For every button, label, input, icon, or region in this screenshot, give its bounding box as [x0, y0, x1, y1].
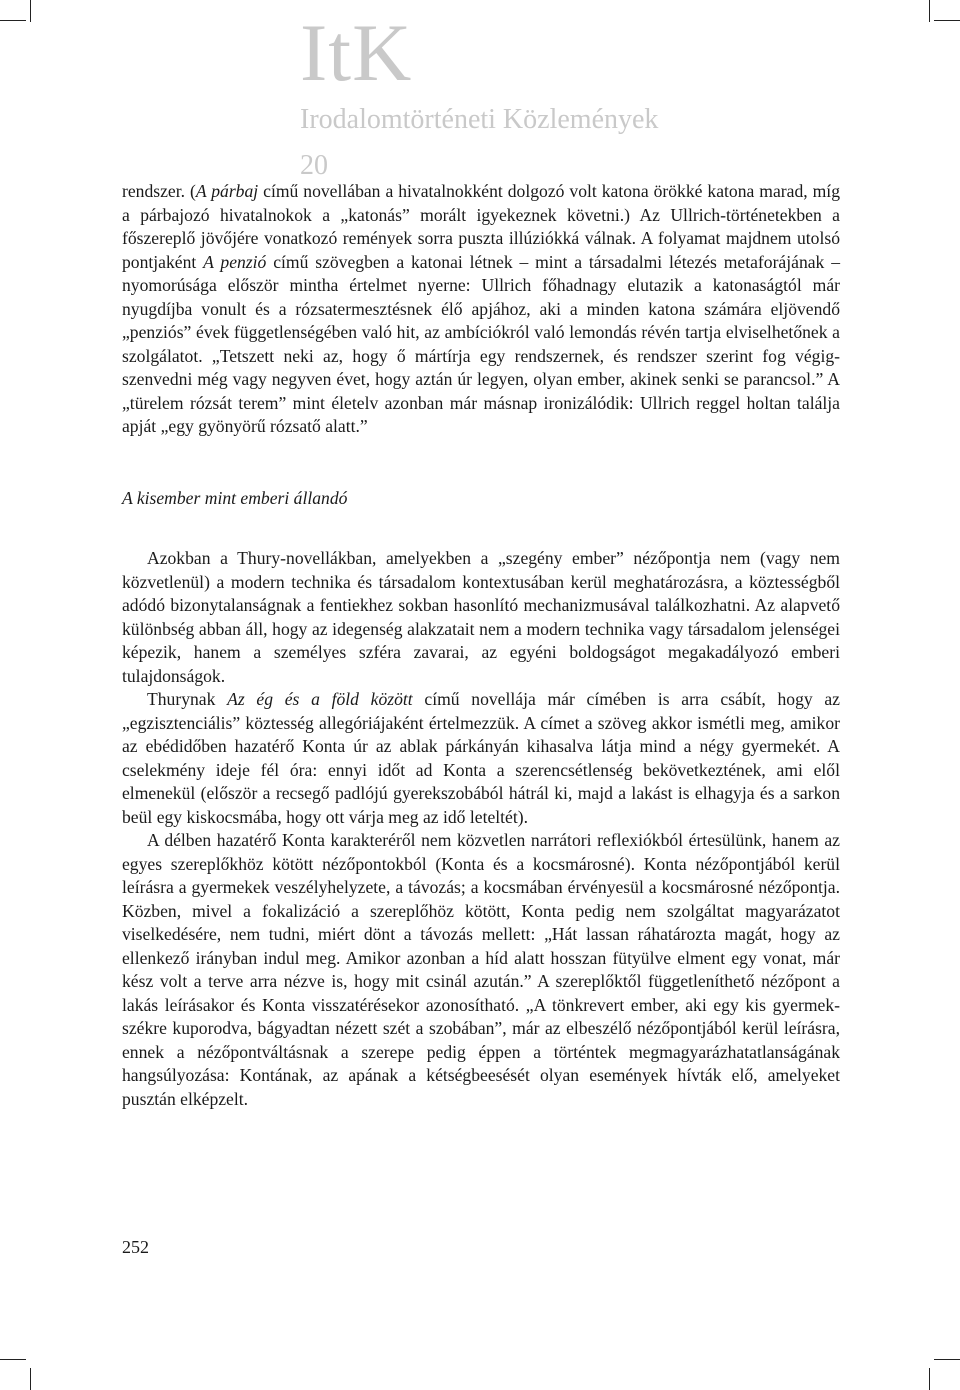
journal-masthead [300, 7, 659, 181]
journal-title: Irodalomtörténeti Közlemények [300, 104, 659, 135]
section-heading: A kisember mint emberi állandó [122, 487, 348, 508]
page-number: 252 [122, 1237, 149, 1257]
volume-number: 20 [300, 150, 328, 181]
crop-mark [934, 20, 960, 21]
crop-mark [0, 1359, 26, 1360]
journal-logo: ItK [300, 7, 413, 98]
paragraph: A délben hazatérő Konta karakteréről nem közvetlen narrátori reflexiókból értesülünk, hanem az egyes szereplőkhöz kötött nézőpontokból (Konta és a kocsmárosné). Konta nézőpontjából kerül leírásra a gyermekek veszélyhelyzete, a távozás; a kocsmában érvényesül a kocsmárosné nézőpontja. Közben, mivel a fokalizáció a szereplőhöz kötött, Konta pedig nem szolgáltat magyarázatot viselkedésére, nem tudni, miért dönt a távozás mellett: „Hát lassan ráhatározta magát, hogy az ellenkező irányban indul meg. Amikor azonban a híd alatt hosszan fütyülve elment egy vonat, már kész volt a terve arra nézve is, hogy mit csinál azután.” A szereplőktől függetleníthető nézőpont a lakás leírásakor és Konta visszatérésekor azonosítható. „A tönkrevert ember, aki egy kis gyermekszékre kuporodva, bágyadtan nézett szét a szobában”, már az elbeszélő nézőpontjából kerül leírásra, ennek a nézőpontváltásnak a szerepe pedig éppen a történtek megmagyarázhatatlanságának hangsúlyozása: Kontának, az apának a kétségbeesését olyan események hívták elő, amelyeket pusztán elképzelt. [122, 830, 840, 1109]
crop-mark [30, 0, 31, 22]
paragraph: Azokban a Thury-novellákban, amelyekben a „szegény ember” nézőpontja nem (vagy nem közvetlenül) a modern technika és társadalom kontextusában kerül meghatározásra, a köztességből adódó bizonytalanságnak a fentiekhez sokban hasonlító mechanizmusával találkozhatni. Az alapvető különbség abban áll, hogy az idegenség alakzatait nem a modern technika vagy társadalom jelenségei képezik, hanem a személyes szféra zavarai, az egyéni boldogságot megakadályozó emberi tulajdonságok. [122, 548, 840, 686]
italic-title: Az ég és a föld között [227, 689, 413, 709]
italic-title: A penzió [203, 251, 267, 272]
crop-mark [0, 20, 26, 21]
italic-title: A párbaj [195, 181, 259, 201]
crop-mark [929, 0, 930, 22]
paragraph: rendszer. (A párbaj című novellában a hivatalnokként dolgozó volt katona örökké katona marad, míg a párbajozó hivatalnokok a „katonás” morált igyekeznek követni.) Az Ullrich-történetekben a főszereplő jövőjére vonatkozó remények sorra puszta illúziókká válnak. A folyamat majdnem utolsó pontjaként A penzió című szövegben a katonai létnek – mint a társadalmi létezés metaforájának – nyomorúsága először mintha értelmet nyerne: Ullrich főhadnagy elutazik a katonaságtól már nyugdíjba vonult és a rózsatermesztésnek élő apjához, aki a minden katona számára eljövendő „penziós” évek függetlenségében való hit, az ambíciókról való lemondás révén tartja elviselhetőnek a szolgálatot. „Tetszett neki az, hogy ő mártírja egy rendszernek, és rendszer szerint fog végigszenvedni még vagy negyven évet, hogy aztán úr legyen, olyan ember, akinek senki se parancsol.” A „türelem rózsát terem” mint életelv azonban már másnap ironizálódik: Ullrich reggel holtan találja apját „egy gyönyörű rózsatő alatt.” [122, 181, 840, 436]
crop-mark [30, 1368, 31, 1390]
article-body [122, 180, 840, 1111]
paragraph: Thurynak Az ég és a föld között című novellája már címében is arra csábít, hogy az „egzisztenciális” köztesség allegóriájaként értelmezzük. A címet a szöveg akkor ismétli meg, amikor az ebédidőben hazatérő Konta úr az ablak párkányán kihasalva látja mind a négy gyermekét. A cselekmény ideje fél óra: ennyi időt ad Konta a szerencsétlenség bekövetkeztének, ami elől elmenekül (először a recsegő padlójú gyerekszobából hátrál ki, majd a lakást is elhagyja és a sarkon beül egy kiskocsmába, hogy ott várja meg az idő leteltét). [122, 689, 840, 827]
crop-mark [929, 1368, 930, 1390]
crop-mark [934, 1359, 960, 1360]
